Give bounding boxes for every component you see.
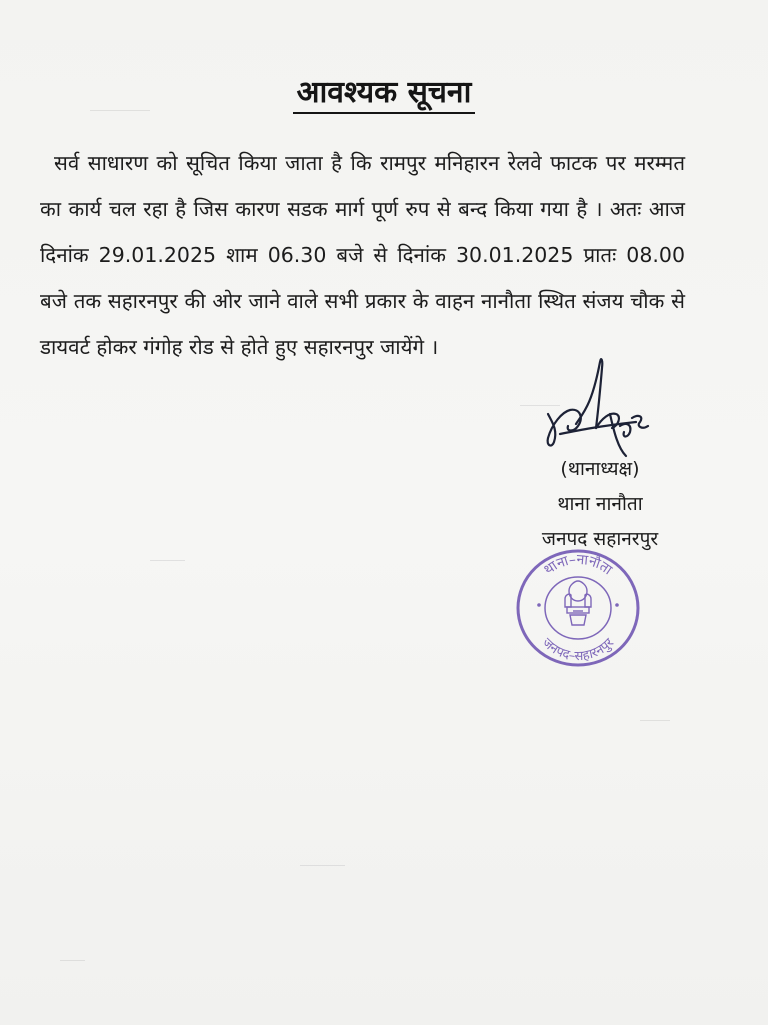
signatory-district: जनपद सहानरपुर [541,528,659,550]
signatory-designation: (थानाध्यक्ष) [560,458,640,480]
signatory-block [500,452,700,557]
paper-speckle [60,960,85,961]
paper-speckle [640,720,670,721]
signatory-station: थाना नानौता [557,493,643,515]
emblem-icon [565,581,591,625]
seal-bottom-text: जनपद–सहारनपुर [538,635,618,665]
seal-top-text: थाना–नानौता [541,551,615,579]
notice-body: सर्व साधारण को सूचित किया जाता है कि रामपुर मनिहारन रेलवे फाटक पर मरम्मत का कार्य चल रहा है जिस कारण सडक मार्ग पूर्ण रुप से बन्द किया गया है । अतः आज दिनांक 29.01.2025 शाम 06.30 बजे से दिनांक 30.01.2025 प्रातः 08.00 बजे तक सहारनपुर की ओर जाने वाले सभी प्रकार के वाहन नानौता स्थित संजय चौक से डायवर्ट होकर गंगोह रोड से होते हुए सहारनपुर जायेंगे । [40,151,685,359]
handwritten-signature [540,352,660,462]
paper-speckle [300,865,345,866]
paper-speckle [150,560,185,561]
notice-title: आवश्यक सूचना [0,70,768,111]
police-station-seal [513,545,643,670]
